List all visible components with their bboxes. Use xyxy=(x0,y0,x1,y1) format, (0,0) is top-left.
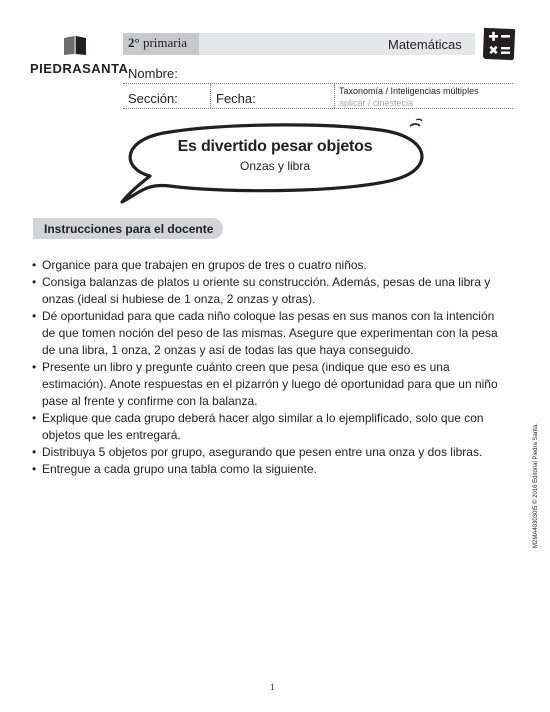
section-label: Sección: xyxy=(128,91,178,106)
list-item: • Distribuya 5 objetos por grupo, asegurando que pesen entre una onza y dos libras. xyxy=(32,445,483,459)
bullet: • xyxy=(32,462,37,476)
activity-subtitle: Onzas y libra xyxy=(239,159,311,173)
grade-level: primaria xyxy=(142,35,187,50)
taxonomy-values: aplicar / cinestecia xyxy=(339,98,414,108)
instructions-heading: Instrucciones para el docente xyxy=(44,222,214,236)
page-number: 1 xyxy=(270,682,275,692)
bullet: • xyxy=(32,258,37,272)
grade-number: 2° xyxy=(128,35,140,50)
grade-label xyxy=(128,35,187,51)
list-item: • Entregue a cada grupo una tabla como la siguiente. xyxy=(32,462,317,476)
list-item: • Presente un libro y pregunte cuánto creen que pesa (indique que eso es una estimación). Anote respuestas en el pizarrón y luego dé oportunidad para que un niño pase al frente y confirme con la balanza. xyxy=(32,360,498,408)
divider xyxy=(334,84,335,108)
name-field-line xyxy=(123,83,513,84)
instructions-list xyxy=(32,257,502,478)
bullet: • xyxy=(32,275,37,289)
book-icon xyxy=(62,34,88,56)
bullet: • xyxy=(32,360,37,374)
name-label: Nombre: xyxy=(128,66,178,81)
list-item: • Explique que cada grupo deberá hacer algo similar a lo ejemplificado, solo que con objetos que les entregará. xyxy=(32,411,484,442)
bullet: • xyxy=(32,445,37,459)
bullet: • xyxy=(32,309,37,323)
copyright-notice: M2MA403030I5 © 2016 Editorial Piedra Santa. xyxy=(533,423,539,548)
divider xyxy=(210,84,211,108)
section-field-line xyxy=(123,108,513,109)
list-item: • Consiga balanzas de platos u oriente su construcción. Además, pesas de una libra y onzas (ideal si hubiese de 1 onza, 2 onzas y otras). xyxy=(32,275,491,306)
subject-label: Matemáticas xyxy=(388,37,462,52)
date-label: Fecha: xyxy=(216,91,256,106)
math-operations-icon xyxy=(481,26,517,62)
list-item: • Dé oportunidad para que cada niño coloque las pesas en sus manos con la intención de que tomen noción del peso de las mismas. Asegure que experimentan con la pesa de una libra, 1 onza, 2 onzas y así de todas las que haya conseguido. xyxy=(32,309,498,357)
publisher-logo: PIEDRASANTA xyxy=(30,61,129,76)
taxonomy-label: Taxonomía / Inteligencias múltiples xyxy=(339,86,479,96)
bullet: • xyxy=(32,411,37,425)
list-item: • Organice para que trabajen en grupos de tres o cuatro niños. xyxy=(32,258,367,272)
activity-title: Es divertido pesar objetos xyxy=(177,138,373,155)
